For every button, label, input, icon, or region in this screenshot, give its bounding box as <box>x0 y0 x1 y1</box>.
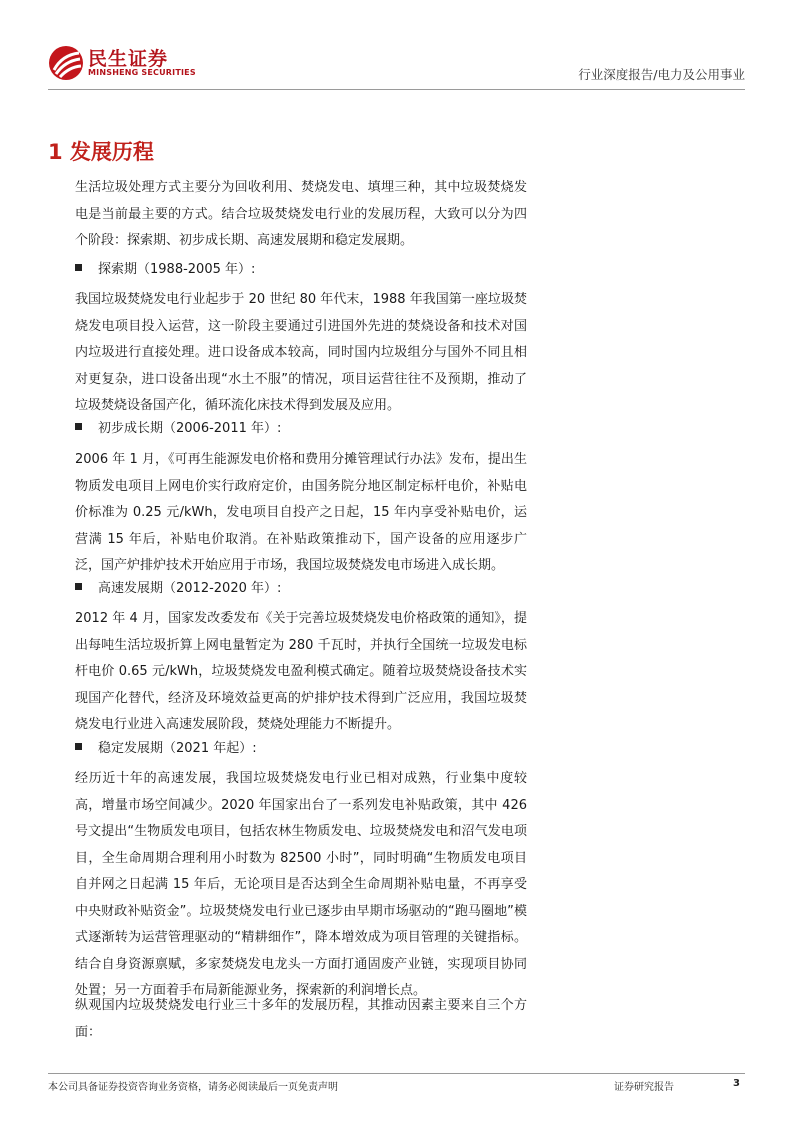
stage-paragraph-stable: 经历近十年的高速发展，我国垃圾焚烧发电行业已相对成熟，行业集中度较高，增量市场空间减少。2020 年国家出台了一系列发电补贴政策，其中 426 号文提出“生物质发电项目，包括农林生物质发电、垃圾焚烧发电和沼气发电项目，全生命周期合理利用小时数为 82500 小时”，同时明确“生物质发电项目自并网之日起满 15 年后，无论项目是否达到全生命周期补贴电量，不再享受中央财政补贴资金”。垃圾焚烧发电行业已逐步由早期市场驱动的“跑马圈地”模式逐渐转为运营管理驱动的“精耕细作”，降本增效成为项目管理的关键指标。结合自身资源禀赋，多家焚烧发电龙头一方面打通固废产业链，实现项目协同处置；另一方面着手布局新能源业务，探索新的利润增长点。 <box>75 771 527 998</box>
footer-disclaimer: 本公司具备证券投资咨询业务资格，请务必阅读最后一页免责声明 <box>48 1082 338 1093</box>
stage-heading-text: 高速发展期（2012-2020 年）: <box>98 581 282 596</box>
closing-paragraph: 纵观国内垃圾焚烧发电行业三十多年的发展历程，其推动因素主要来自三个方面： <box>75 998 527 1040</box>
page-header <box>48 40 745 90</box>
stage-heading-exploration <box>75 257 255 284</box>
square-bullet-icon <box>75 583 82 590</box>
stage-heading-rapid-growth <box>75 576 281 603</box>
stage-heading-stable <box>75 736 257 763</box>
stage-heading-text: 稳定发展期（2021 年起）: <box>98 741 257 756</box>
header-divider <box>48 89 745 90</box>
logo-chinese-name: 民生证券 <box>88 48 169 70</box>
square-bullet-icon <box>75 423 82 430</box>
intro-paragraph: 生活垃圾处理方式主要分为回收利用、焚烧发电、填埋三种，其中垃圾焚烧发电是当前最主要的方式。结合垃圾焚烧发电行业的发展历程，大致可以分为四个阶段：探索期、初步成长期、高速发展期和稳定发展期。 <box>75 180 527 248</box>
stage-paragraph-rapid-growth: 2012 年 4 月，国家发改委发布《关于完善垃圾焚烧发电价格政策的通知》，提出每吨生活垃圾折算上网电量暂定为 280 千瓦时，并执行全国统一垃圾发电标杆电价 0.65 元/kWh，垃圾焚烧发电盈利模式确定。随着垃圾焚烧设备技术实现国产化替代，经济及环境效益更高的炉排炉技术得到广泛应用，我国垃圾焚烧发电行业进入高速发展阶段，焚烧处理能力不断提升。 <box>75 611 527 732</box>
stage-heading-text: 探索期（1988-2005 年）: <box>98 262 256 277</box>
company-logo <box>48 40 228 86</box>
square-bullet-icon <box>75 264 82 271</box>
stage-paragraph-initial-growth: 2006 年 1 月，《可再生能源发电价格和费用分摊管理试行办法》发布，提出生物质发电项目上网电价实行政府定价，由国务院分地区制定标杆电价，补贴电价标准为 0.25 元/kWh，发电项目自投产之日起，15 年内享受补贴电价，运营满 15 年后，补贴电价取消。在补贴政策推动下，国产设备的应用逐步广泛，国产炉排炉技术开始应用于市场，我国垃圾焚烧发电市场进入成长期。 <box>75 452 527 573</box>
stage-paragraph-exploration: 我国垃圾焚烧发电行业起步于 20 世纪 80 年代末，1988 年我国第一座垃圾焚烧发电项目投入运营，这一阶段主要通过引进国外先进的焚烧设备和技术对国内垃圾进行直接处理。进口设备成本较高，同时国内垃圾组分与国外不同且相对更复杂，进口设备出现“水土不服”的情况，项目运营往往不及预期，推动了垃圾焚烧设备国产化，循环流化床技术得到发展及应用。 <box>75 292 527 413</box>
footer-report-type: 证券研究报告 <box>614 1082 674 1093</box>
stage-heading-text: 初步成长期（2006-2011 年）: <box>98 421 282 436</box>
footer-divider <box>48 1073 745 1074</box>
stage-heading-initial-growth <box>75 416 281 443</box>
report-category: 行业深度报告/电力及公用事业 <box>578 67 745 82</box>
minsheng-logo-icon <box>48 45 84 81</box>
logo-english-name: MINSHENG SECURITIES <box>88 68 196 77</box>
page-number: 3 <box>733 1078 740 1089</box>
section-title: 1 发展历程 <box>48 140 154 164</box>
square-bullet-icon <box>75 743 82 750</box>
